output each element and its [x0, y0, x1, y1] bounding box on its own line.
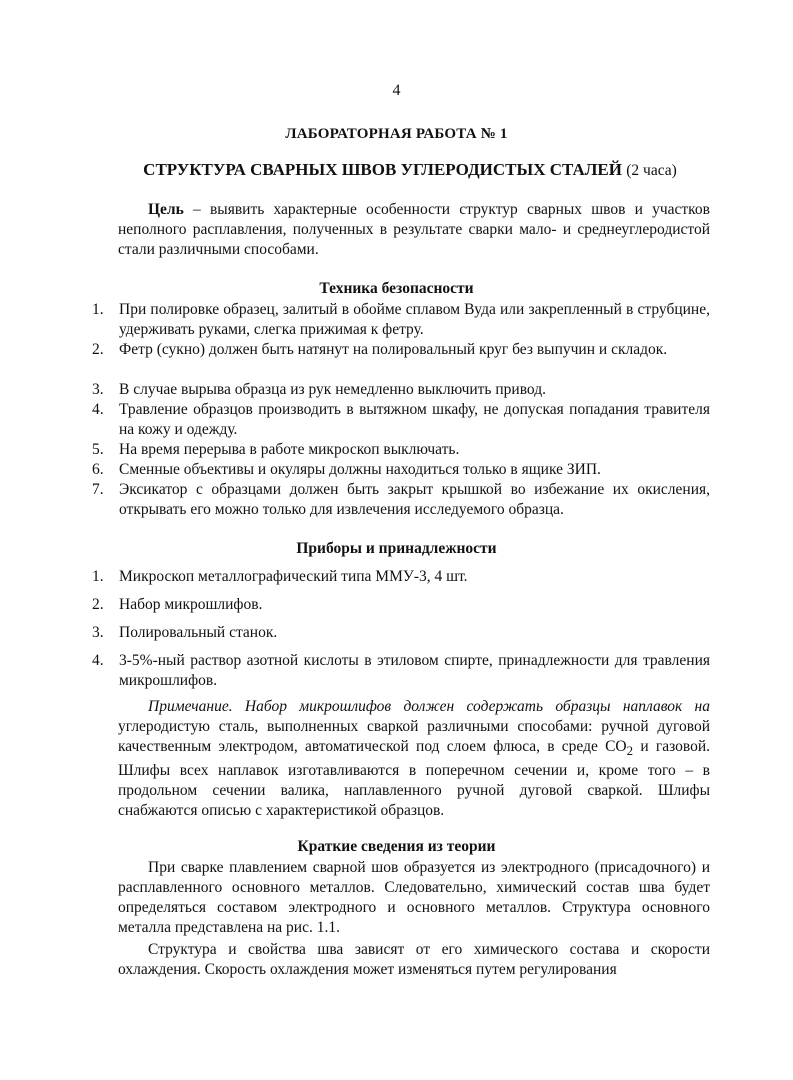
goal-text: – выявить характерные особенности структур сварных швов и участков неполного расплавления, полученных в результате сварки мало- и среднеуглеродистой стали различными способами.: [118, 201, 710, 258]
page-number: 4: [392, 82, 401, 99]
note-text-2: и газовой. Шлифы всех наплавок изготавливаются в поперечном сечении и, кроме того – в продольном сечении валика, наплавленного ручной дуговой сваркой. Шлифы снабжаются описью с характеристикой образцов.: [118, 738, 710, 820]
safety-item-text: Травление образцов производить в вытяжном шкафу, не допуская попадания травителя на кожу и одежду.: [119, 401, 710, 438]
equipment-item-text: Полировальный станок.: [119, 624, 278, 641]
equipment-item-number: 4.: [92, 652, 104, 669]
safety-item-number: 3.: [92, 381, 104, 398]
safety-item-text: При полировке образец, залитый в обойме сплавом Вуда или закрепленный в струбцине, удерживать руками, слегка прижимая к фетру.: [119, 301, 710, 338]
safety-item: [92, 400, 710, 440]
safety-item-number: 2.: [92, 341, 104, 358]
equipment-heading: Приборы и принадлежности: [296, 540, 497, 557]
safety-item-number: 4.: [92, 401, 104, 418]
safety-item: [92, 480, 710, 520]
note-italic: Примечание. Набор микрошлифов должен содержать образцы наплавок на: [148, 698, 710, 715]
safety-item-text: Эксикатор с образцами должен быть закрыт крышкой во избежание их окисления, открывать его можно только для извлечения исследуемого образца.: [119, 481, 710, 518]
title-hours: (2 часа): [626, 162, 677, 179]
safety-item: [92, 460, 710, 480]
equipment-item-text: Микроскоп металлографический типа ММУ-3, 4 шт.: [119, 568, 468, 585]
equipment-item: [92, 623, 710, 643]
safety-item-number: 7.: [92, 481, 104, 498]
theory-paragraph-2: Структура и свойства шва зависят от его химического состава и скорости охлаждения. Скорость охлаждения может изменяться путем регулирования: [118, 941, 710, 978]
goal-paragraph: [118, 200, 710, 260]
safety-item-text: Сменные объективы и окуляры должны находиться только в ящике ЗИП.: [119, 461, 601, 478]
equipment-item-number: 1.: [92, 568, 104, 585]
note-paragraph: [118, 697, 710, 821]
safety-item: [92, 440, 710, 460]
document-title: [110, 160, 710, 180]
equipment-item-text: Набор микрошлифов.: [119, 596, 263, 613]
goal-label: Цель: [148, 201, 184, 218]
note-subscript: 2: [626, 743, 634, 759]
safety-item-text: В случае вырыва образца из рук немедленно выключить привод.: [119, 381, 546, 398]
theory-paragraph-1: При сварке плавлением сварной шов образуется из электродного (присадочного) и расплавленного основного металлов. Следовательно, химический состав шва будет определяться составом электродного и основного металлов. Структура основного металла представлена на рис. 1.1.: [118, 859, 710, 936]
equipment-item: [92, 567, 710, 587]
safety-item: [92, 340, 710, 360]
safety-item-number: 6.: [92, 461, 104, 478]
equipment-item-number: 3.: [92, 624, 104, 641]
lab-work-title: ЛАБОРАТОРНАЯ РАБОТА № 1: [285, 126, 508, 142]
safety-item-number: 5.: [92, 441, 104, 458]
safety-item-text: На время перерыва в работе микроскоп выключать.: [119, 441, 460, 458]
title-main: СТРУКТУРА СВАРНЫХ ШВОВ УГЛЕРОДИСТЫХ СТАЛЕЙ: [143, 160, 622, 179]
safety-heading: Техника безопасности: [319, 280, 474, 297]
theory-heading: Краткие сведения из теории: [297, 838, 496, 855]
note-text-1: углеродистую сталь, выполненных сваркой различными способами: ручной дуговой качественным электродом, автоматической под слоем флюса, в среде CO: [118, 718, 710, 755]
equipment-item: [92, 595, 710, 615]
safety-item-number: 1.: [92, 301, 104, 318]
safety-item-text: Фетр (сукно) должен быть натянут на полировальный круг без выпучин и складок.: [119, 341, 668, 358]
equipment-item: [92, 651, 710, 691]
equipment-item-number: 2.: [92, 596, 104, 613]
safety-item: [92, 300, 710, 340]
safety-item: [92, 380, 710, 400]
equipment-item-text: 3-5%-ный раствор азотной кислоты в этиловом спирте, принадлежности для травления микрошлифов.: [119, 652, 710, 689]
